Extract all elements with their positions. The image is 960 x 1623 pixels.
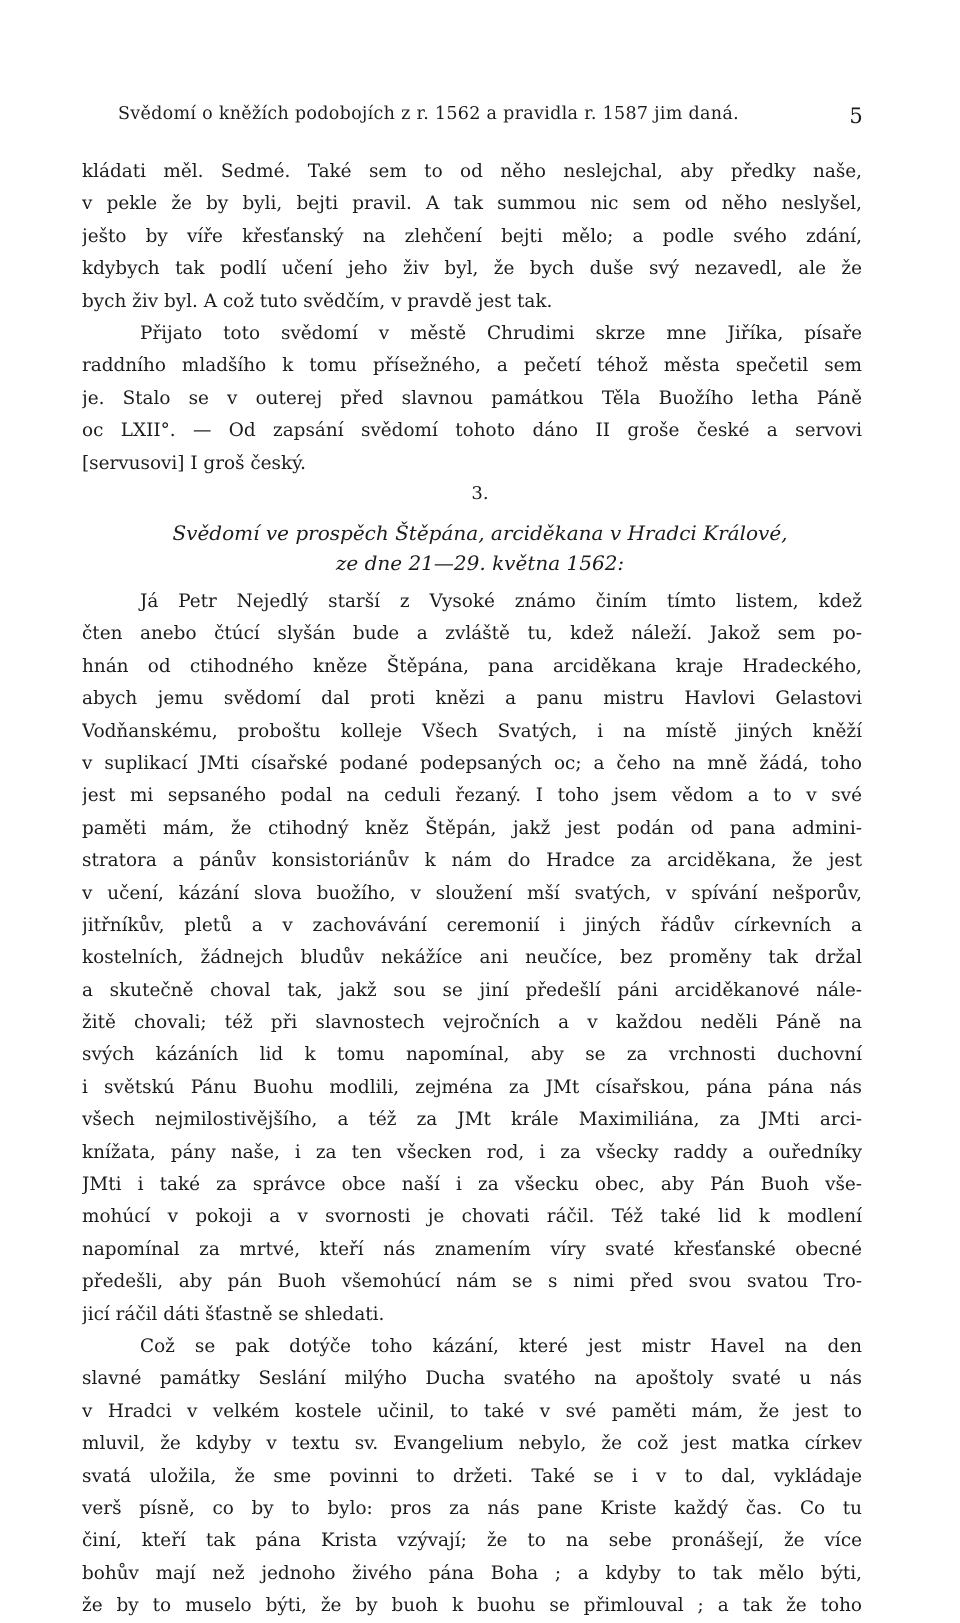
section-subtitle: ze dne 21—29. května 1562:: [335, 551, 625, 575]
text-line: verš písně, co by to bylo: pros za nás pane Kriste každý čas. Co tu: [82, 1497, 862, 1519]
text-line: kdybych tak podlí učení jeho živ byl, že bych duše svý nezavedl, ale že: [82, 258, 862, 280]
text-line: čten anebo čtúcí slyšán bude a zvláště tu, kdež náleží. Jakož sem po-: [82, 623, 862, 645]
text-line: slavné památky Seslání milýho Ducha svatého na apoštoly svaté u nás: [82, 1368, 862, 1390]
text-line: napomínal za mrtvé, kteří nás znamením víry svaté křesťanské obecné: [82, 1238, 862, 1260]
text-line: Přijato toto svědomí v městě Chrudimi skrze mne Jiříka, písaře: [140, 323, 862, 344]
attestation-paragraph: [82, 318, 862, 480]
text-line: stratora a pánův konsistoriánův k nám do Hradce za arciděkana, že jest: [82, 850, 862, 872]
text-line: knížata, pány naše, i za ten všecken rod, i za všecky raddy a ouředníky: [82, 1141, 862, 1163]
text-line: [servusovi] I groš český.: [82, 452, 306, 474]
text-line: paměti mám, že ctihodný kněz Štěpán, jakž jest podán od pana admini-: [82, 817, 862, 839]
text-line: mluvil, že kdyby v textu sv. Evangelium nebylo, že což jest matka církev: [82, 1433, 862, 1455]
text-line: jitřníkův, pletů a v zachovávání ceremonií i jiných řádův církevních a: [82, 914, 862, 936]
text-line: bych živ byl. A což tuto svědčím, v pravdě jest tak.: [82, 290, 553, 312]
text-line: hnán od ctihodného kněze Štěpána, pana arciděkana kraje Hradeckého,: [82, 655, 862, 677]
top-paragraph: [82, 156, 862, 318]
text-line: jicí ráčil dáti šťastně se shledati.: [82, 1303, 385, 1325]
text-line: Vodňanskému, proboštu kolleje Všech Svatých, i na místě jiných kněží: [82, 720, 862, 742]
text-line: svatá uložila, že sme povinni to držeti. Také se i v to dal, vykládaje: [82, 1465, 862, 1487]
text-line: i světskú Pánu Buohu modlili, zejména za JMt císařskou, pána pána nás: [82, 1076, 862, 1098]
text-line: oc LXII°. — Od zapsání svědomí tohoto dáno II groše české a servovi: [82, 420, 862, 442]
text-line: Já Petr Nejedlý starší z Vysoké známo činím tímto listem, kdež: [140, 591, 862, 612]
text-line: činí, kteří tak pána Krista vzývají; že to na sebe pronášejí, že více: [82, 1530, 862, 1552]
text-line: v učení, kázání slova buožího, v sloužení mší svatých, v spívání nešporův,: [82, 882, 862, 904]
section-number: 3.: [471, 483, 489, 504]
text-line: že by to muselo býti, že by buoh k buohu se přimlouval ; a tak že toho: [82, 1595, 862, 1617]
text-line: bohův mají než jednoho živého pána Boha ; a kdyby to tak mělo býti,: [82, 1562, 862, 1584]
text-line: kládati měl. Sedmé. Také sem to od něho neslejchal, aby předky naše,: [82, 161, 862, 182]
text-line: a skutečně choval tak, jakž sou se jiní předešlí páni arciděkanové nále-: [82, 979, 862, 1001]
running-header: [118, 104, 863, 132]
text-line: Což se pak dotýče toho kázání, které jest mistr Havel na den: [140, 1336, 862, 1357]
text-line: abych jemu svědomí dal proti knězi a panu mistru Havlovi Gelastovi: [82, 688, 862, 710]
text-line: je. Stalo se v outerej před slavnou památkou Těla Buožího letha Páně: [82, 387, 862, 409]
text-line: kostelních, žádnejch bludův nekážíce ani neučíce, bez proměny tak držal: [82, 947, 862, 969]
page-number: 5: [849, 104, 863, 128]
text-line: všech nejmilostivějšího, a též za JMt krále Maximiliána, za JMti arci-: [82, 1109, 862, 1131]
text-line: mohúcí v pokoji a v svornosti je chovati ráčil. Též také lid k modlení: [82, 1206, 862, 1228]
body-paragraph: [82, 586, 862, 1331]
text-line: žitě chovali; též při slavnostech vejročních a v každou neděli Páně na: [82, 1012, 862, 1034]
body-paragraph: [82, 1331, 862, 1623]
text-line: ješto by víře křesťanský na zlehčení bejti mělo; a podle svého zdání,: [82, 225, 862, 247]
text-line: svých kázáních lid k tomu napomínal, aby se za vrchnosti duchovní: [82, 1044, 862, 1066]
text-line: v suplikací JMti císařské podané podepsaných oc; a čeho na mně žádá, toho: [82, 752, 862, 774]
text-line: jest mi sepsaného podal na ceduli řezaný. I toho jsem vědom a to v své: [82, 785, 862, 807]
running-header-title: Svědomí o kněžích podobojích z r. 1562 a pravidla r. 1587 jim daná.: [118, 104, 739, 124]
text-line: JMti i také za správce obce naší i za všecku obec, aby Pán Buoh vše-: [82, 1174, 862, 1196]
text-line: v Hradci v velkém kostele učinil, to také v své paměti mám, že jest to: [82, 1400, 862, 1422]
text-line: předešli, aby pán Buoh všemohúcí nám se s nimi před svou svatou Tro-: [82, 1271, 862, 1293]
section-title: Svědomí ve prospěch Štěpána, arciděkana v Hradci Králové,: [172, 521, 788, 545]
text-line: raddního mladšího k tomu přísežného, a pečetí téhož města spečetil sem: [82, 355, 862, 377]
text-line: v pekle že by byli, bejti pravil. A tak summou nic sem od něho neslyšel,: [82, 193, 862, 215]
